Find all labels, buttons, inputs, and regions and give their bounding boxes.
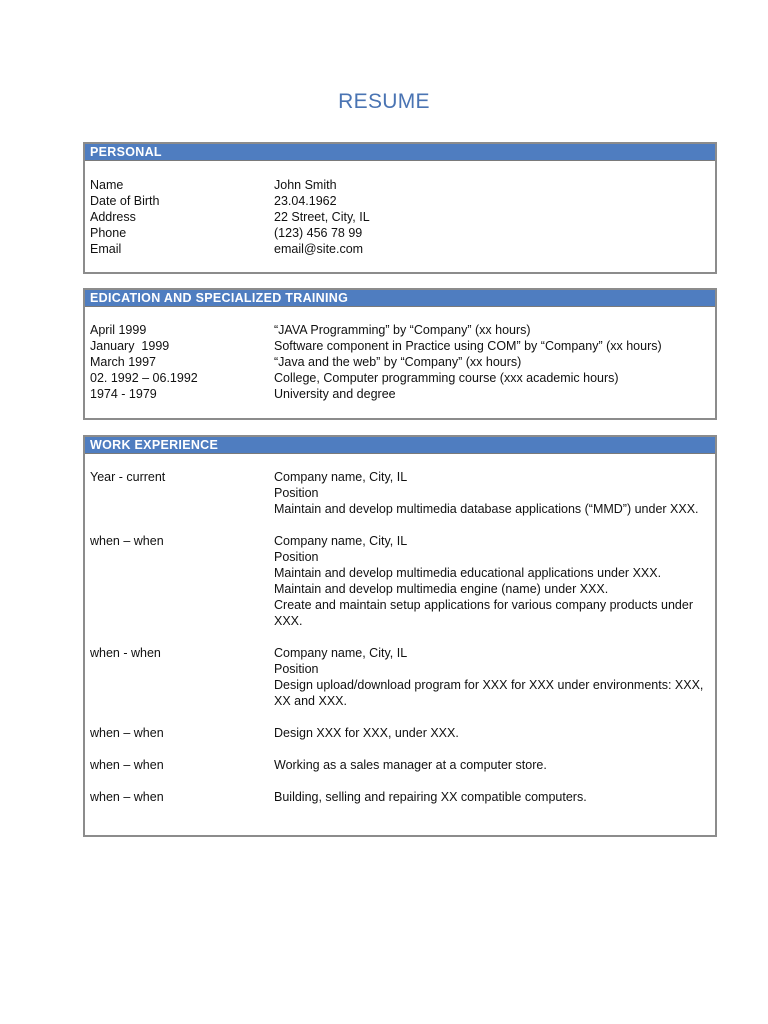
entry-period: when – when [90, 790, 164, 804]
personal-row-dob [85, 193, 715, 209]
work-entry [85, 789, 715, 805]
entry-line: Company name, City, IL [274, 646, 408, 660]
work-entry [85, 533, 715, 629]
education-header: EDICATION AND SPECIALIZED TRAINING [85, 290, 715, 307]
personal-rows [85, 161, 715, 257]
entry-line: Maintain and develop multimedia educational applications under XXX. [274, 566, 662, 580]
entry-line: Working as a sales manager at a computer store. [274, 758, 547, 772]
row-value: University and degree [274, 387, 396, 401]
education-section [83, 288, 717, 420]
education-row [85, 370, 715, 386]
work-entry [85, 645, 715, 709]
row-label: April 1999 [90, 323, 147, 337]
personal-row-address [85, 209, 715, 225]
entry-period: when – when [90, 726, 164, 740]
entry-period: when - when [90, 646, 161, 660]
entry-line: Maintain and develop multimedia database applications (“MMD”) under XXX. [274, 502, 699, 516]
row-value: “JAVA Programming” by “Company” (xx hours) [274, 323, 531, 337]
row-label: Address [90, 210, 136, 224]
row-label: March 1997 [90, 355, 157, 369]
row-label: 02. 1992 – 06.1992 [90, 371, 198, 385]
personal-row-name [85, 177, 715, 193]
row-label: Phone [90, 226, 127, 240]
resume-title: RESUME [338, 90, 430, 113]
personal-row-phone [85, 225, 715, 241]
education-row [85, 338, 715, 354]
work-entry [85, 725, 715, 741]
row-label: Date of Birth [90, 194, 160, 208]
row-value: Software component in Practice using COM” by “Company” (xx hours) [274, 339, 662, 353]
entry-details [274, 789, 709, 805]
entry-line: Maintain and develop multimedia engine (name) under XXX. [274, 582, 609, 596]
row-value: 22 Street, City, IL [274, 210, 370, 224]
education-row [85, 322, 715, 338]
row-label: Name [90, 178, 124, 192]
entry-line: Company name, City, IL [274, 470, 408, 484]
work-entry [85, 469, 715, 517]
work-entries [85, 454, 715, 805]
entry-period: when – when [90, 758, 164, 772]
personal-header: PERSONAL [85, 144, 715, 161]
entry-line: Create and maintain setup applications for various company products under XXX. [274, 598, 693, 628]
entry-line: Position [274, 662, 319, 676]
entry-details [274, 645, 709, 709]
row-value: John Smith [274, 178, 337, 192]
row-value: College, Computer programming course (xxx academic hours) [274, 371, 619, 385]
entry-details [274, 469, 709, 517]
row-value: (123) 456 78 99 [274, 226, 363, 240]
row-label: 1974 - 1979 [90, 387, 157, 401]
personal-row-email [85, 241, 715, 257]
personal-section [83, 142, 717, 274]
row-value: “Java and the web” by “Company” (xx hours) [274, 355, 522, 369]
entry-details [274, 533, 709, 629]
education-rows [85, 307, 715, 402]
row-label: Email [90, 242, 122, 256]
row-label: January 1999 [90, 339, 170, 353]
entry-details [274, 757, 709, 773]
entry-period: Year - current [90, 470, 166, 484]
education-row [85, 386, 715, 402]
entry-line: Building, selling and repairing XX compatible computers. [274, 790, 587, 804]
row-value: 23.04.1962 [274, 194, 337, 208]
work-section [83, 435, 717, 837]
entry-line: Design upload/download program for XXX for XXX under environments: XXX, XX and XXX. [274, 678, 704, 708]
entry-line: Company name, City, IL [274, 534, 408, 548]
entry-period: when – when [90, 534, 164, 548]
entry-line: Position [274, 550, 319, 564]
row-value: email@site.com [274, 242, 364, 256]
entry-line: Design XXX for XXX, under XXX. [274, 726, 459, 740]
entry-details [274, 725, 709, 741]
entry-line: Position [274, 486, 319, 500]
education-row [85, 354, 715, 370]
work-entry [85, 757, 715, 773]
work-header: WORK EXPERIENCE [85, 437, 715, 454]
